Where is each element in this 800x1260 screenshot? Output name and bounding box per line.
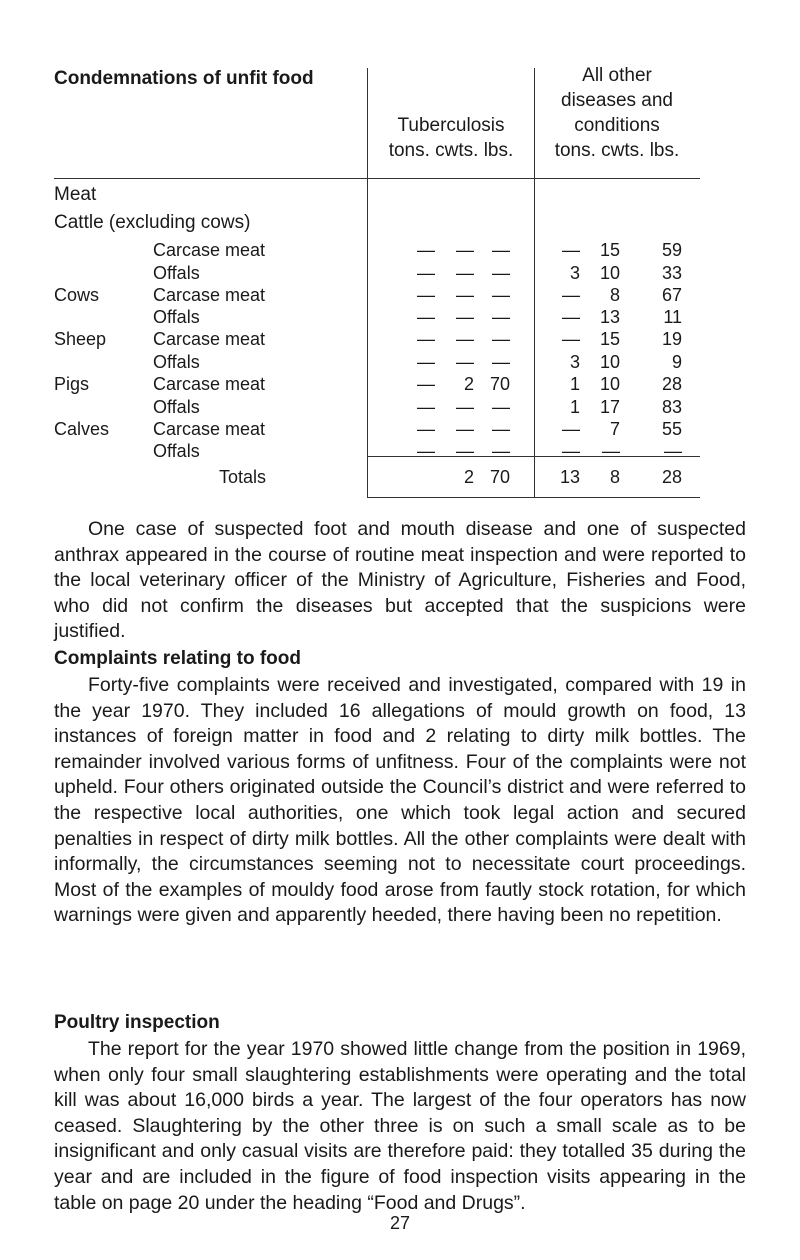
row-tb-cwts: — bbox=[456, 263, 474, 283]
row-other-tons: — bbox=[562, 240, 580, 260]
row-other-tons: 3 bbox=[569, 263, 580, 283]
row-other-lbs: 19 bbox=[661, 329, 682, 349]
totals-other-tons: 13 bbox=[559, 467, 580, 487]
row-tb-lbs: — bbox=[492, 352, 510, 372]
other-header-units: tons. cwts. lbs. bbox=[554, 140, 680, 161]
row-other-cwts: 17 bbox=[599, 397, 620, 417]
row-part: Carcase meat bbox=[153, 240, 266, 260]
row-tb-tons: — bbox=[417, 263, 435, 283]
row-tb-lbs: — bbox=[492, 240, 510, 260]
row-part: Carcase meat bbox=[153, 285, 266, 305]
row-other-lbs: 55 bbox=[661, 419, 682, 439]
row-part: Carcase meat bbox=[153, 329, 266, 349]
column-rule-left bbox=[367, 68, 368, 498]
row-tb-lbs: — bbox=[492, 307, 510, 327]
row-part: Offals bbox=[153, 352, 200, 372]
row-tb-lbs: — bbox=[492, 397, 510, 417]
row-other-lbs: 67 bbox=[661, 285, 682, 305]
row-part: Offals bbox=[153, 263, 200, 283]
row-part: Carcase meat bbox=[153, 374, 266, 394]
row-other-tons: — bbox=[562, 329, 580, 349]
column-rule-right bbox=[534, 68, 535, 498]
row-part: Carcase meat bbox=[153, 419, 266, 439]
row-other-lbs: 59 bbox=[661, 240, 682, 260]
table-title: Condemnations of unfit food bbox=[54, 68, 314, 89]
row-part: Offals bbox=[153, 397, 200, 417]
row-other-lbs: 33 bbox=[661, 263, 682, 283]
subsection-label-cattle: Cattle (excluding cows) bbox=[54, 212, 251, 233]
bottom-rule bbox=[367, 497, 700, 498]
row-tb-tons: — bbox=[417, 397, 435, 417]
totals-tb-lbs: 70 bbox=[489, 467, 510, 487]
row-tb-cwts: — bbox=[456, 285, 474, 305]
row-part: Offals bbox=[153, 441, 200, 461]
row-tb-tons: — bbox=[417, 374, 435, 394]
row-tb-tons: — bbox=[417, 285, 435, 305]
row-tb-lbs: — bbox=[492, 441, 510, 461]
paragraph-foot-and-mouth: One case of suspected foot and mouth disease and one of suspected anthrax appeared in the course of routine meat inspection and were reported to the local veterinary officer of the Ministry of Agriculture, Fisheries and Food, who did not confirm the diseases but accepted that the suspicions were justified. bbox=[54, 518, 746, 643]
row-tb-cwts: — bbox=[456, 397, 474, 417]
row-other-cwts: 13 bbox=[599, 307, 620, 327]
other-header-line2: diseases and bbox=[561, 90, 673, 111]
totals-other-lbs: 28 bbox=[661, 467, 682, 487]
poultry-paragraph: The report for the year 1970 showed little change from the position in 1969, when only four small slaughtering establishments were operating and the total kill was about 16,000 birds a year. The largest of the four operators has now ceased. Slaughtering by the other three is on such a small scale as to be insignificant and only casual visits are therefore paid: they totalled 35 during the year and are included in the figure of food inspection visits appearing in the table on page 20 under the heading “Food and Drugs”. bbox=[54, 1038, 746, 1214]
row-tb-tons: — bbox=[417, 307, 435, 327]
row-tb-tons: — bbox=[417, 329, 435, 349]
row-tb-tons: — bbox=[417, 419, 435, 439]
row-tb-cwts: — bbox=[456, 441, 474, 461]
row-other-tons: 1 bbox=[569, 397, 580, 417]
totals-other-cwts: 8 bbox=[609, 467, 620, 487]
row-other-cwts: — bbox=[602, 441, 620, 461]
row-tb-tons: — bbox=[417, 240, 435, 260]
row-other-cwts: 15 bbox=[599, 240, 620, 260]
row-tb-tons: — bbox=[417, 352, 435, 372]
complaints-paragraph: Forty-five complaints were received and investigated, compared with 19 in the year 1970. They included 16 allegations of mould growth on food, 13 instances of foreign matter in food and 2 relating to dirty milk bottles. The remainder involved various forms of unfitness. Four of the complaints were not upheld. Four others originated outside the Council’s district and were referred to the respective local authorities, one which took legal action and secured penalties in respect of dirty milk bottles. All the other complaints were dealt with informally, the circumstances seeming not to necessitate court proceedings. Most of the examples of mouldy food arose from fautly stock rotation, for which warnings were given and apparently heeded, there having been no repetition. bbox=[54, 674, 746, 927]
row-other-tons: — bbox=[562, 419, 580, 439]
row-tb-lbs: — bbox=[492, 329, 510, 349]
poultry-heading: Poultry inspection bbox=[54, 1012, 220, 1033]
row-other-cwts: 15 bbox=[599, 329, 620, 349]
row-animal: Calves bbox=[54, 419, 110, 439]
row-other-cwts: 10 bbox=[599, 263, 620, 283]
row-tb-cwts: — bbox=[456, 329, 474, 349]
row-other-lbs: 9 bbox=[671, 352, 682, 372]
row-part: Offals bbox=[153, 307, 200, 327]
row-other-cwts: 10 bbox=[599, 374, 620, 394]
row-tb-tons: — bbox=[417, 441, 435, 461]
row-other-lbs: — bbox=[664, 441, 682, 461]
row-tb-cwts: — bbox=[456, 240, 474, 260]
row-tb-cwts: — bbox=[456, 419, 474, 439]
totals-label: Totals bbox=[219, 467, 267, 487]
row-other-lbs: 28 bbox=[661, 374, 682, 394]
complaints-heading: Complaints relating to food bbox=[54, 648, 301, 669]
row-tb-lbs: 70 bbox=[489, 374, 510, 394]
row-animal: Pigs bbox=[54, 374, 90, 394]
header-rule bbox=[54, 178, 700, 179]
row-tb-cwts: 2 bbox=[463, 374, 474, 394]
row-animal: Cows bbox=[54, 285, 100, 305]
other-header-line3: conditions bbox=[574, 115, 660, 136]
row-other-tons: 1 bbox=[569, 374, 580, 394]
row-other-cwts: 10 bbox=[599, 352, 620, 372]
other-header-line1: All other bbox=[582, 65, 652, 86]
row-other-cwts: 8 bbox=[609, 285, 620, 305]
row-tb-cwts: — bbox=[456, 352, 474, 372]
row-tb-lbs: — bbox=[492, 419, 510, 439]
row-tb-cwts: — bbox=[456, 307, 474, 327]
row-tb-lbs: — bbox=[492, 263, 510, 283]
row-other-tons: — bbox=[562, 285, 580, 305]
page-number: 27 bbox=[389, 1213, 411, 1233]
row-other-tons: — bbox=[562, 441, 580, 461]
row-other-lbs: 83 bbox=[661, 397, 682, 417]
row-other-cwts: 7 bbox=[609, 419, 620, 439]
row-animal: Sheep bbox=[54, 329, 107, 349]
row-tb-lbs: — bbox=[492, 285, 510, 305]
row-other-tons: — bbox=[562, 307, 580, 327]
row-other-tons: 3 bbox=[569, 352, 580, 372]
section-label-meat: Meat bbox=[54, 184, 97, 205]
tb-header-units: tons. cwts. lbs. bbox=[388, 140, 514, 161]
tb-header-line1: Tuberculosis bbox=[397, 115, 505, 136]
totals-tb-cwts: 2 bbox=[463, 467, 474, 487]
row-other-lbs: 11 bbox=[663, 307, 682, 327]
